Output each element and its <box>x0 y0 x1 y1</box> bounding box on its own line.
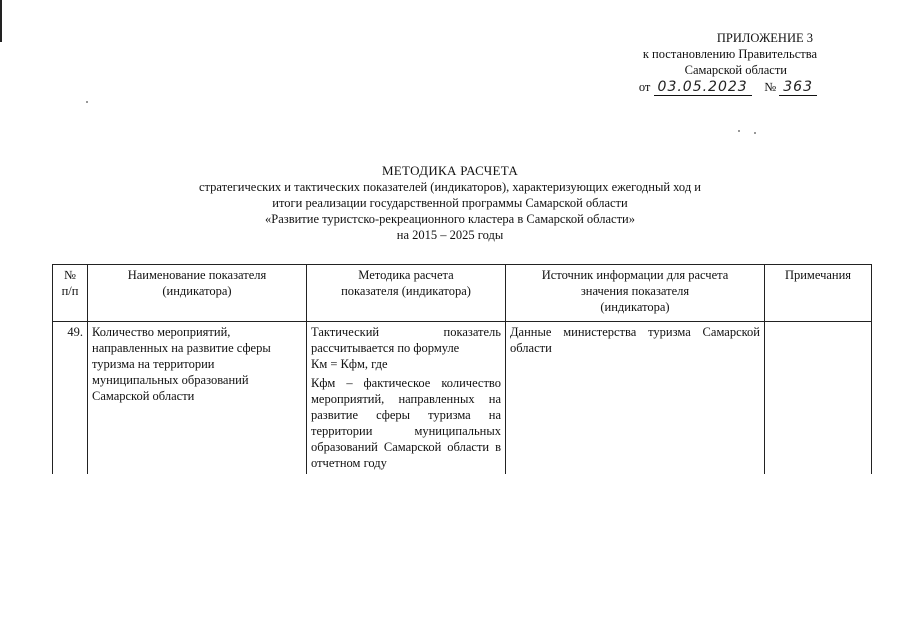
document-title: МЕТОДИКА РАСЧЕТА <box>381 163 519 178</box>
row-notes <box>765 322 872 475</box>
scan-speck <box>754 132 756 134</box>
appendix-block <box>577 30 817 95</box>
method-description: Кфм – фактическое количество мероприятий, направленных на развитие сферы туризма на территории муниципальных образований Самарской области в отчетном году <box>311 376 501 470</box>
handwritten-number: 363 <box>779 79 817 96</box>
header-source: Источник информации для расчета значения показателя (индикатора) <box>506 265 765 322</box>
header-indicator-name: Наименование показателя (индикатора) <box>88 265 307 322</box>
row-number: 49. <box>53 322 88 475</box>
header-number: № п/п <box>53 265 88 322</box>
appendix-title: ПРИЛОЖЕНИЕ 3 <box>716 31 813 45</box>
date-prefix: от <box>638 80 651 94</box>
page-edge-line <box>0 0 2 42</box>
header-method: Методика расчета показателя (индикатора) <box>307 265 506 322</box>
method-formula: Км = Кфм, где <box>311 357 388 371</box>
handwritten-date: 03.05.2023 <box>654 79 752 96</box>
heading-line-2: итоги реализации государственной программы Самарской области <box>272 196 628 210</box>
scan-speck <box>86 101 88 103</box>
appendix-date-line <box>577 79 817 95</box>
table-header-row <box>53 265 872 322</box>
scan-speck <box>738 130 740 132</box>
header-notes: Примечания <box>765 265 872 322</box>
method-intro: Тактический показатель рассчитывается по формуле <box>311 325 501 355</box>
heading-line-3: «Развитие туристско-рекреационного кластера в Самарской области» <box>265 212 635 226</box>
heading-line-4: на 2015 – 2025 годы <box>396 228 504 242</box>
row-method <box>307 322 506 475</box>
table-row <box>53 322 872 475</box>
row-source: Данные министерства туризма Самарской области <box>506 322 765 475</box>
number-prefix: № <box>764 80 777 94</box>
indicator-table <box>52 264 872 474</box>
document-heading <box>120 163 780 243</box>
appendix-decree-line: к постановлению Правительства <box>642 47 817 61</box>
heading-line-1: стратегических и тактических показателей (индикаторов), характеризующих ежегодный ход и <box>199 180 701 194</box>
appendix-region-line: Самарской области <box>684 63 787 77</box>
row-indicator-name: Количество мероприятий, направленных на развитие сферы туризма на территории муниципальных образований Самарской области <box>88 322 307 475</box>
